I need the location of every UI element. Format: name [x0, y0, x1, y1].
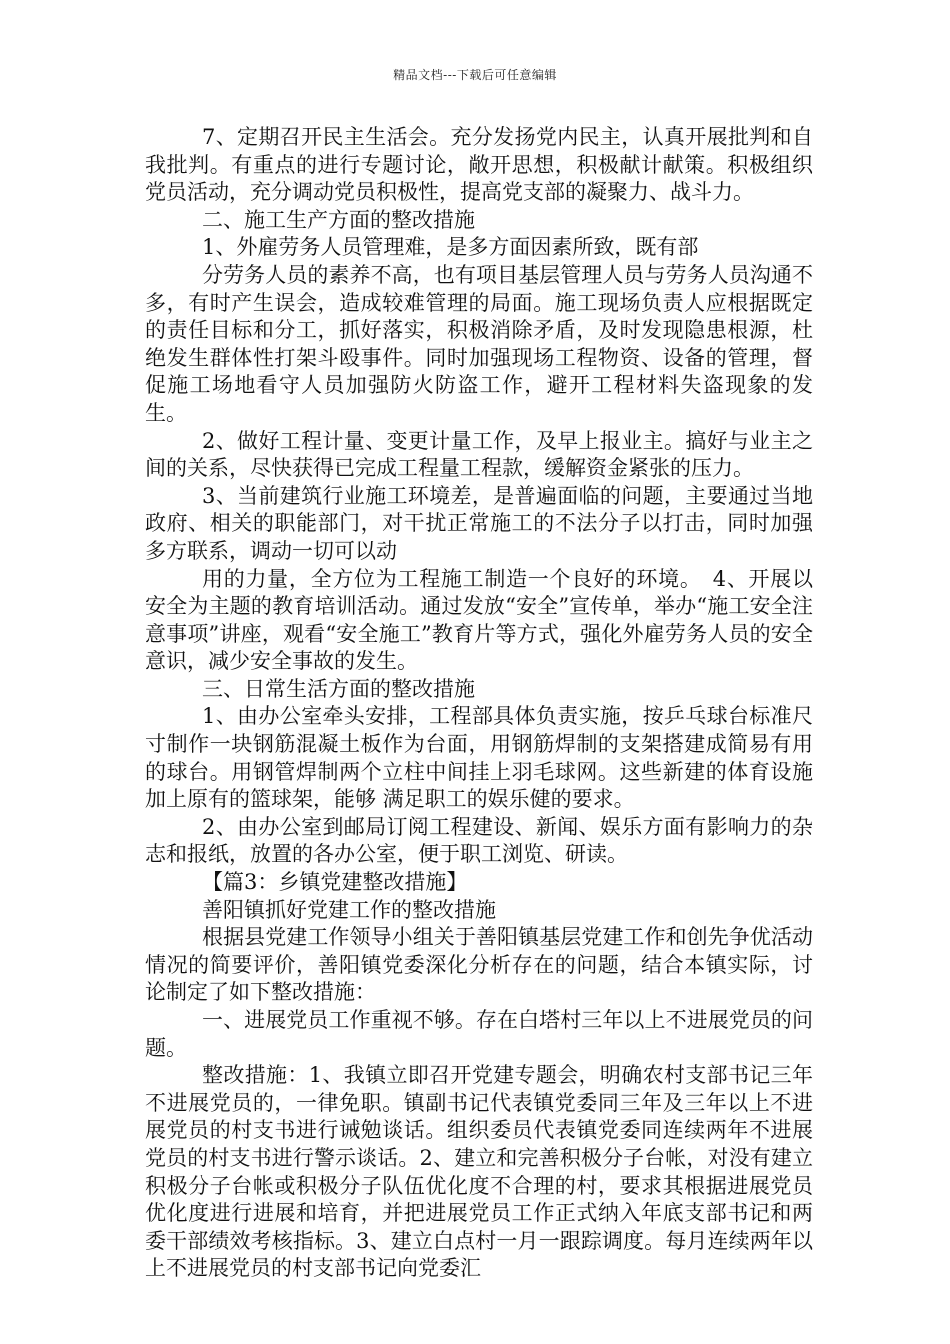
paragraph-safety-training: 用的力量，全方位为工程施工制造一个良好的环境。 4、开展以安全为主题的教育培训活动。通过发放“安全”宣传单，举办“施工安全注意事项”讲座，观看“安全施工”教育片等方式，强化外雇劳务人员的安全意识，减少安全事故的发生。: [145, 566, 813, 674]
article-title: 【篇3：乡镇党建整改措施】: [202, 870, 468, 895]
document-body: [145, 124, 813, 1283]
section-heading-construction: 二、施工生产方面的整改措施: [202, 207, 475, 232]
paragraph-sports-facilities: 1、由办公室牵头安排，工程部具体负责实施，按乒乓球台标准尺寸制作一块钢筋混凝土板作为台面，用钢筋焊制的支架搭建成简易有用的球台。用钢管焊制两个立柱中间挂上羽毛球网。这些新建的体育设施加上原有的篮球架，能够 满足职工的娱乐健的要求。: [145, 704, 813, 812]
paragraph-labor-management-start: 1、外雇劳务人员管理难，是多方面因素所致，既有部: [202, 235, 699, 260]
paragraph-engineering-measurement: 2、做好工程计量、变更计量工作，及早上报业主。搞好与业主之间的关系，尽快获得已完成工程量工程款，缓解资金紧张的压力。: [145, 428, 813, 481]
paragraph-issue-one: 一、进展党员工作重视不够。存在白塔村三年以上不进展党员的问题。: [145, 1008, 813, 1060]
paragraph-construction-environment: 3、当前建筑行业施工环境差，是普遍面临的问题，主要通过当地政府、相关的职能部门，对干扰正常施工的不法分子以打击，同时加强多方联系，调动一切可以动: [145, 483, 813, 563]
paragraph-rectification-measures: 整改措施：1、我镇立即召开党建专题会，明确农村支部书记三年不进展党员的，一律免职。镇副书记代表镇党委同三年及三年以上不进展党员的村支书进行诫勉谈话。组织委员代表镇党委同连续两年不进展党员的村支书进行警示谈话。2、建立和完善积极分子台帐，对没有建立积极分子台帐或积极分子队伍优化度不合理的村，要求其根据进展党员优化度进行进展和培育，并把进展党员工作正式纳入年底支部书记和两委干部绩效考核指标。3、建立白点村一月一跟踪调度。每月连续两年以上不进展党员的村支部书记向党委汇: [145, 1063, 813, 1281]
article-subtitle: 善阳镇抓好党建工作的整改措施: [202, 897, 496, 922]
paragraph-party-life-meeting: 7、定期召开民主生活会。充分发扬党内民主，认真开展批判和自我批判。有重点的进行专题讨论，敞开思想，积极献计献策。积极组织党员活动，充分调动党员积极性，提高党支部的凝聚力、战斗力。: [145, 125, 813, 205]
paragraph-labor-management-cont: 分劳务人员的素养不高，也有项目基层管理人员与劳务人员沟通不多，有时产生误会，造成较难管理的局面。施工现场负责人应根据既定的责任目标和分工，抓好落实，积极消除矛盾，及时发现隐患根源，杜绝发生群体性打架斗殴事件。同时加强现场工程物资、设备的管理，督促施工场地看守人员加强防火防盗工作，避开工程材料失盗现象的发生。: [145, 262, 813, 425]
paragraph-magazines: 2、由办公室到邮局订阅工程建设、新闻、娱乐方面有影响力的杂志和报纸，放置的各办公室，便于职工浏览、研读。: [145, 814, 813, 867]
page-header: 精品文档---下载后可任意编辑: [393, 68, 557, 82]
section-heading-daily-life: 三、日常生活方面的整改措施: [202, 676, 475, 701]
paragraph-intro: 根据县党建工作领导小组关于善阳镇基层党建工作和创先争优活动情况的简要评价，善阳镇党委深化分析存在的问题，结合本镇实际，讨论制定了如下整改措施：: [145, 925, 813, 1005]
